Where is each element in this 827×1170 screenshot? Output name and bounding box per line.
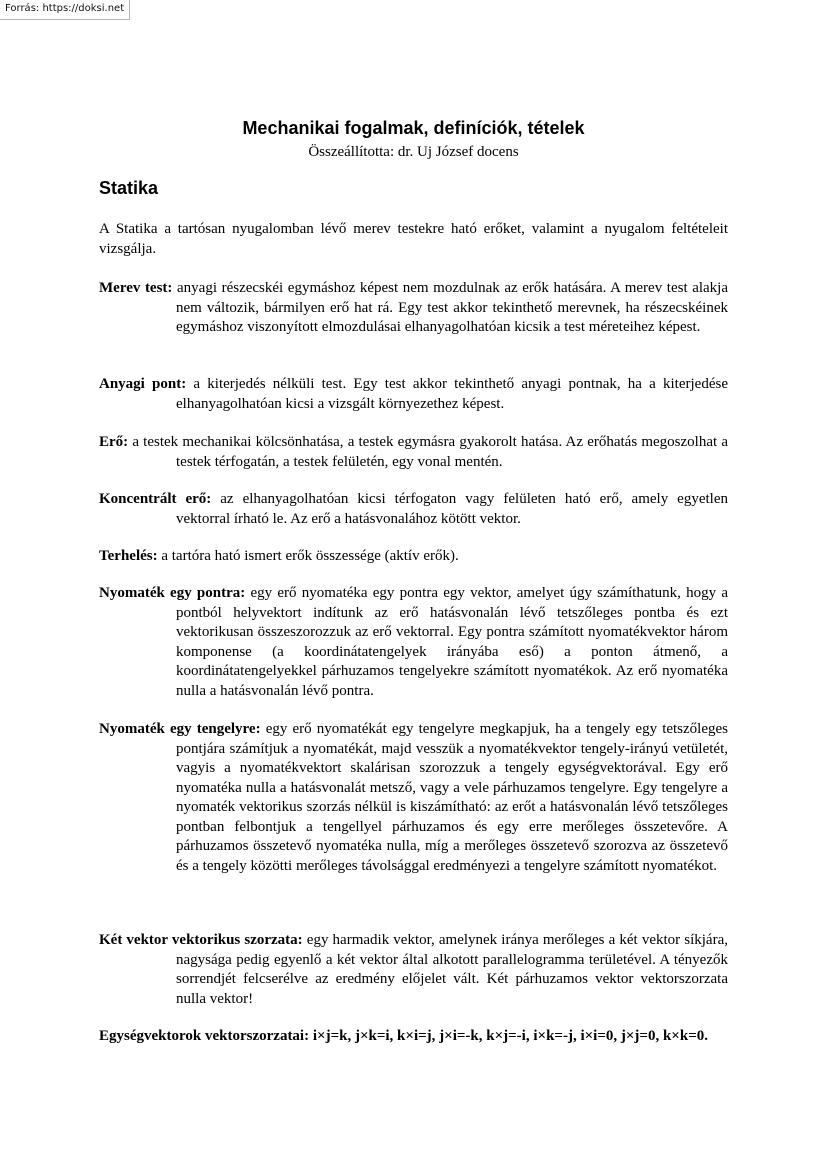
definition-term: Erő: bbox=[99, 434, 129, 450]
definition-term: Nyomaték egy pontra: bbox=[99, 585, 246, 601]
source-label: Forrás: https://doksi.net bbox=[0, 0, 130, 20]
definition-vektorikus-szorzat bbox=[99, 931, 728, 1009]
definition-text: egy erő nyomatékát egy tengelyre megkapjuk, ha a tengely egy tetszőleges pontjára számítjuk a nyomatékát, majd vesszük a nyomatékvektor tengely-irányú vetületét, vagyis a nyomatékvektort skalárisan szorozzuk a tengely egységvektorával. Egy erő nyomatéka nulla a hatásvonalát metsző, vagy a vele párhuzamos tengelyre. Egy tengelyre a nyomaték vektorikus szorzás nélkül is kiszámítható: az erőt a hatásvonalán lévő tetszőleges pontban felbontjuk a tengellyel párhuzamos és egy erre merőleges összetevőre. A párhuzamos összetevő nyomatéka nulla, míg a merőleges összetevő szorozva az összetevő és a tengely közötti merőleges távolsággal eredményezi a tengelyre számított nyomatékot. bbox=[176, 721, 728, 874]
definition-text: egy harmadik vektor, amelynek iránya merőleges a két vektor síkjára, nagysága pedig egyenlő a két vektor által alkotott parallelogramma területével. A tényezők sorrendjét felcserélve az eredmény előjelet vált. Két párhuzamos vektor vektorszorzata nulla vektor! bbox=[176, 932, 728, 1007]
definition-term: Egységvektorok vektorszorzatai: bbox=[99, 1028, 310, 1044]
definition-text: egy erő nyomatéka egy pontra egy vektor, amelyet úgy számíthatunk, hogy a pontból helyvektort indítunk az erő hatásvonalán lévő tetszőleges pontba és ezt vektorikusan összeszorozzuk az erő vektorral. Egy pontra számított nyomatékvektor három komponense (a koordinátatengelyek irányába eső) a ponton átmenő, a koordinátatengelyekkel párhuzamos tengelyekre számított nyomatékok. Az erő nyomatéka nulla a hatásvonalán lévő pontra. bbox=[176, 585, 729, 699]
definition-koncentralt-ero bbox=[99, 490, 728, 529]
definition-text: a tartóra ható ismert erők összessége (aktív erők). bbox=[161, 548, 459, 564]
definition-nyomatek-tengelyre bbox=[99, 720, 728, 876]
definition-term: Merev test: bbox=[99, 280, 173, 296]
definition-egysegvektorok bbox=[99, 1027, 728, 1047]
definition-text: anyagi részecskéi egymáshoz képest nem mozdulnak az erők hatására. A merev test alakja nem változik, bármilyen erő hat rá. Egy test akkor tekinthető merevnek, ha részecskéinek egymáshoz viszonyított elmozdulásai elhanyagolhatóan kicsik a test méreteihez képest. bbox=[176, 280, 729, 335]
definition-nyomatek-pontra bbox=[99, 584, 728, 701]
definition-anyagi-pont bbox=[99, 375, 728, 414]
definition-term: Terhelés: bbox=[99, 548, 158, 564]
definition-term: Anyagi pont: bbox=[99, 376, 187, 392]
definition-term: Két vektor vektorikus szorzata: bbox=[99, 932, 303, 948]
definition-text: a testek mechanikai kölcsönhatása, a testek egymásra gyakorolt hatása. Az erőhatás megoszolhat a testek térfogatán, a testek felületén, egy vonal mentén. bbox=[132, 434, 728, 470]
definition-merev-test bbox=[99, 279, 728, 338]
section-heading: Statika bbox=[99, 178, 159, 198]
author-line: Összeállította: dr. Uj József docens bbox=[308, 144, 519, 160]
intro-paragraph: A Statika a tartósan nyugalomban lévő merev testekre ható erőket, valamint a nyugalom feltételeit vizsgálja. bbox=[99, 221, 728, 257]
definition-term: Nyomaték egy tengelyre: bbox=[99, 721, 261, 737]
definition-text: a kiterjedés nélküli test. Egy test akkor tekinthető anyagi pontnak, ha a kiterjedése elhanyagolhatóan kicsi a vizsgált környezethez képest. bbox=[176, 376, 728, 412]
definition-terheles bbox=[99, 547, 728, 567]
document-title: Mechanikai fogalmak, definíciók, tételek bbox=[242, 118, 585, 138]
definition-term: Koncentrált erő: bbox=[99, 491, 212, 507]
definition-ero bbox=[99, 433, 728, 472]
definition-text: i×j=k, j×k=i, k×i=j, j×i=-k, k×j=-i, i×k=-j, i×i=0, j×j=0, k×k=0. bbox=[312, 1028, 708, 1044]
definition-text: az elhanyagolhatóan kicsi térfogaton vagy felületen ható erő, amely egyetlen vektorral írható le. Az erő a hatásvonalához kötött vektor. bbox=[176, 491, 728, 527]
